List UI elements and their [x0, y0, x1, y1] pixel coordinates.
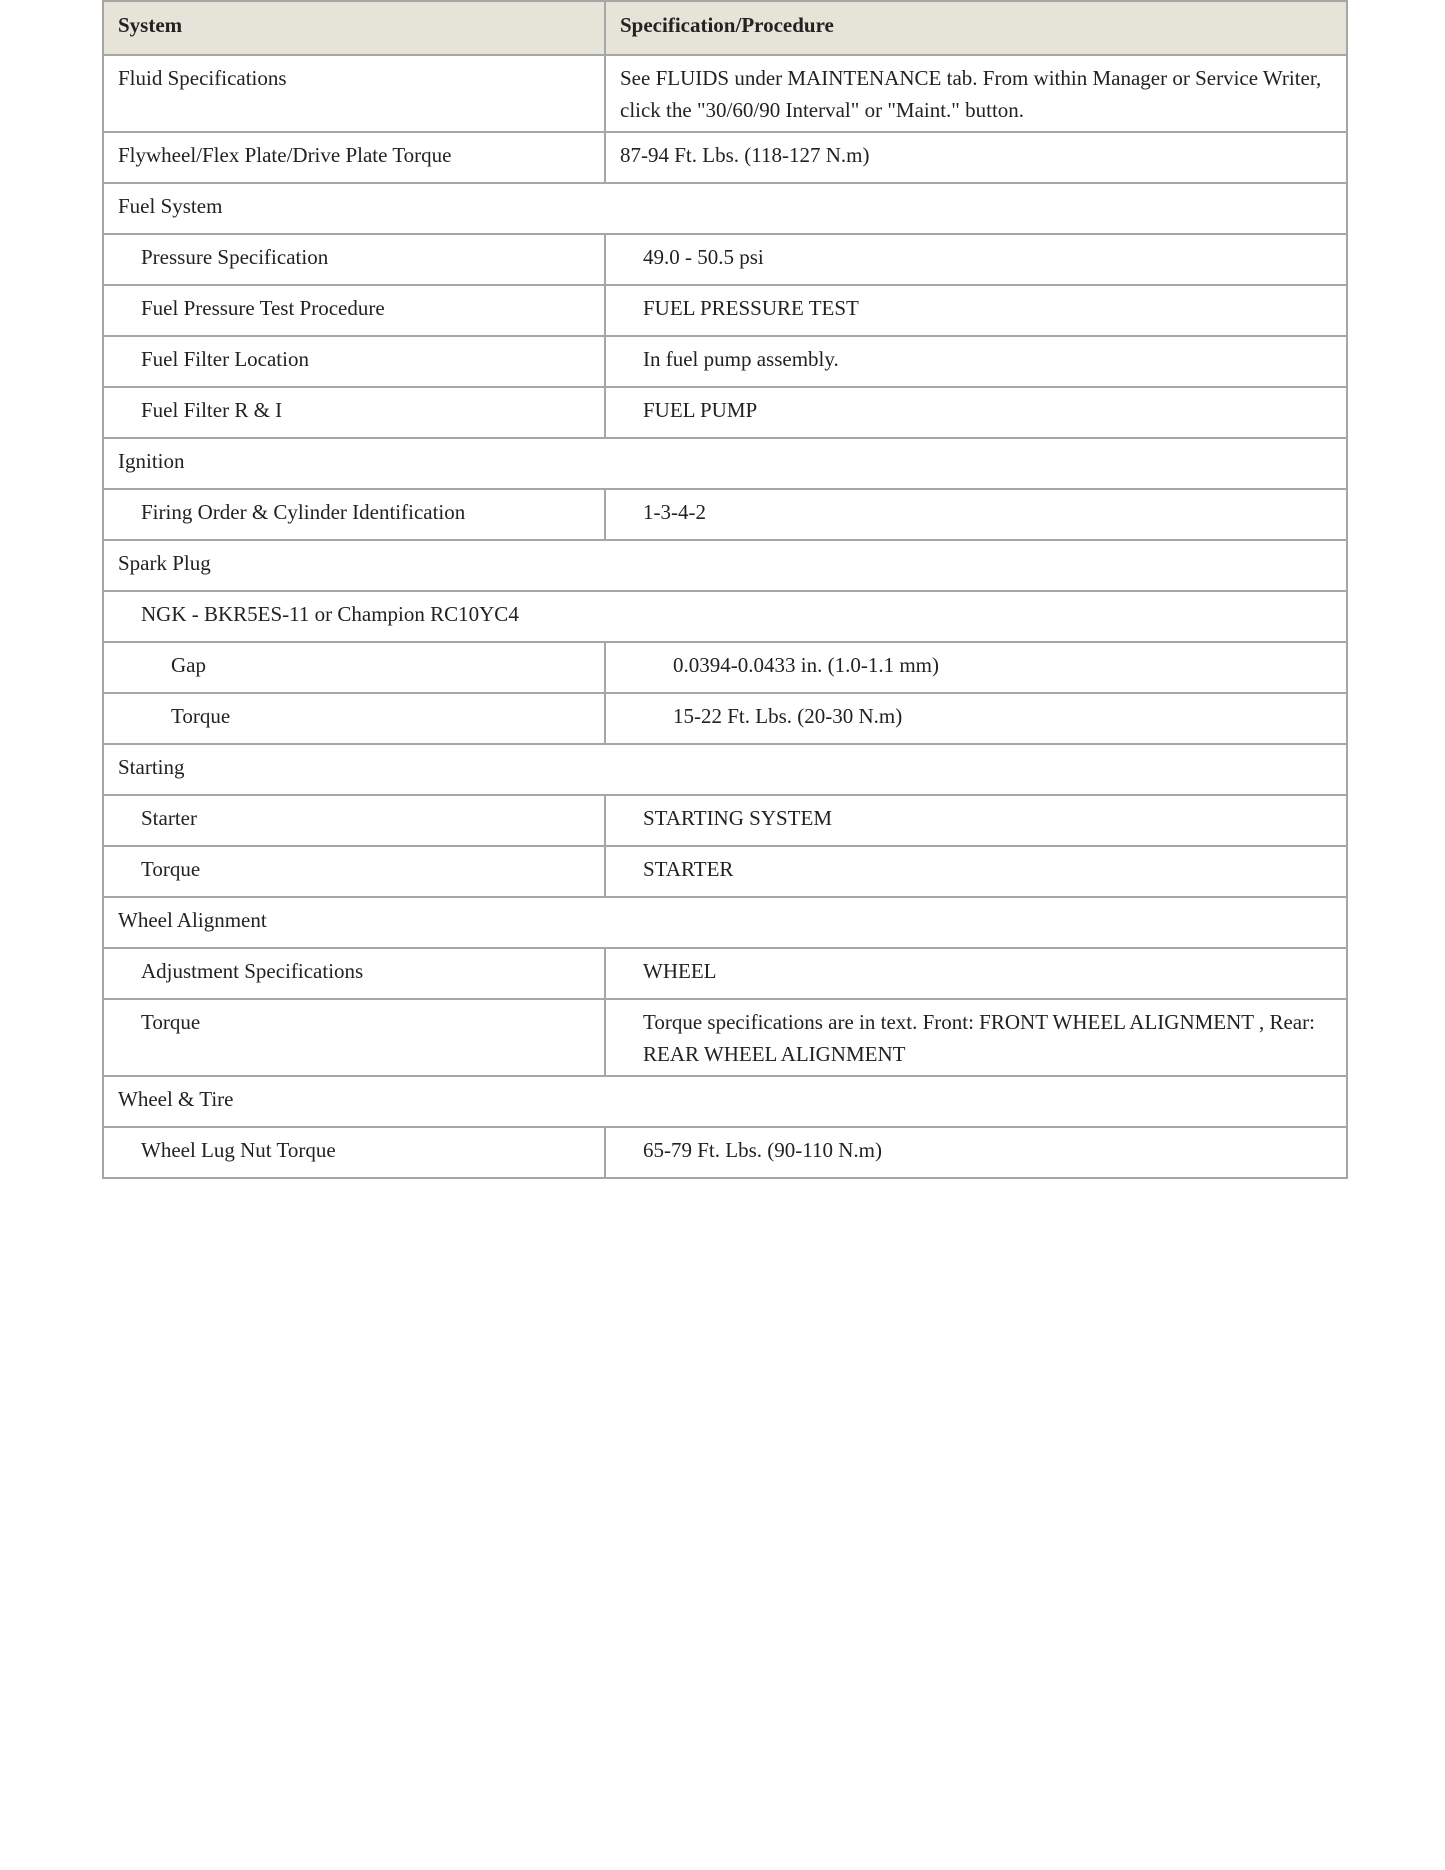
section-heading: Ignition	[103, 438, 1347, 489]
section-heading: Spark Plug	[103, 540, 1347, 591]
section-heading: Wheel & Tire	[103, 1076, 1347, 1127]
system-cell: Gap	[103, 642, 605, 693]
section-row	[103, 438, 1347, 489]
system-cell: Fuel Filter Location	[103, 336, 605, 387]
table-row	[103, 693, 1347, 744]
header-specification: Specification/Procedure	[605, 1, 1347, 55]
spec-cell: STARTING SYSTEM	[605, 795, 1347, 846]
specification-table	[102, 0, 1348, 1179]
spec-cell: 65-79 Ft. Lbs. (90-110 N.m)	[605, 1127, 1347, 1178]
system-cell: Fuel Filter R & I	[103, 387, 605, 438]
table-row	[103, 999, 1347, 1076]
table-row	[103, 55, 1347, 132]
table-header-row	[103, 1, 1347, 55]
section-heading: Fuel System	[103, 183, 1347, 234]
system-cell: Firing Order & Cylinder Identification	[103, 489, 605, 540]
header-system: System	[103, 1, 605, 55]
system-cell: Torque	[103, 999, 605, 1076]
table-row	[103, 387, 1347, 438]
section-row	[103, 897, 1347, 948]
spec-cell: 15-22 Ft. Lbs. (20-30 N.m)	[605, 693, 1347, 744]
spec-cell: In fuel pump assembly.	[605, 336, 1347, 387]
spec-cell: WHEEL	[605, 948, 1347, 999]
system-cell: Torque	[103, 693, 605, 744]
table-row	[103, 132, 1347, 183]
system-cell: Torque	[103, 846, 605, 897]
spec-cell: See FLUIDS under MAINTENANCE tab. From within Manager or Service Writer, click the "30/60/90 Interval" or "Maint." button.	[605, 55, 1347, 132]
spec-cell: 87-94 Ft. Lbs. (118-127 N.m)	[605, 132, 1347, 183]
section-row	[103, 540, 1347, 591]
spec-cell: 1-3-4-2	[605, 489, 1347, 540]
table-row	[103, 642, 1347, 693]
section-heading: Starting	[103, 744, 1347, 795]
system-cell: Pressure Specification	[103, 234, 605, 285]
table-row	[103, 234, 1347, 285]
system-cell: Fuel Pressure Test Procedure	[103, 285, 605, 336]
system-cell: Starter	[103, 795, 605, 846]
system-cell: Wheel Lug Nut Torque	[103, 1127, 605, 1178]
table-row	[103, 948, 1347, 999]
system-cell: Flywheel/Flex Plate/Drive Plate Torque	[103, 132, 605, 183]
section-row	[103, 1076, 1347, 1127]
spec-cell: FUEL PRESSURE TEST	[605, 285, 1347, 336]
subsection-heading: NGK - BKR5ES-11 or Champion RC10YC4	[103, 591, 1347, 642]
spec-cell: Torque specifications are in text. Front: FRONT WHEEL ALIGNMENT , Rear: REAR WHEEL ALIGNMENT	[605, 999, 1347, 1076]
table-row	[103, 846, 1347, 897]
system-cell: Adjustment Specifications	[103, 948, 605, 999]
table-row	[103, 795, 1347, 846]
subsection-row	[103, 591, 1347, 642]
section-row	[103, 183, 1347, 234]
table-row	[103, 1127, 1347, 1178]
spec-cell: STARTER	[605, 846, 1347, 897]
section-heading: Wheel Alignment	[103, 897, 1347, 948]
spec-cell: 49.0 - 50.5 psi	[605, 234, 1347, 285]
spec-cell: FUEL PUMP	[605, 387, 1347, 438]
table-row	[103, 336, 1347, 387]
table-row	[103, 285, 1347, 336]
section-row	[103, 744, 1347, 795]
table-row	[103, 489, 1347, 540]
system-cell: Fluid Specifications	[103, 55, 605, 132]
spec-cell: 0.0394-0.0433 in. (1.0-1.1 mm)	[605, 642, 1347, 693]
